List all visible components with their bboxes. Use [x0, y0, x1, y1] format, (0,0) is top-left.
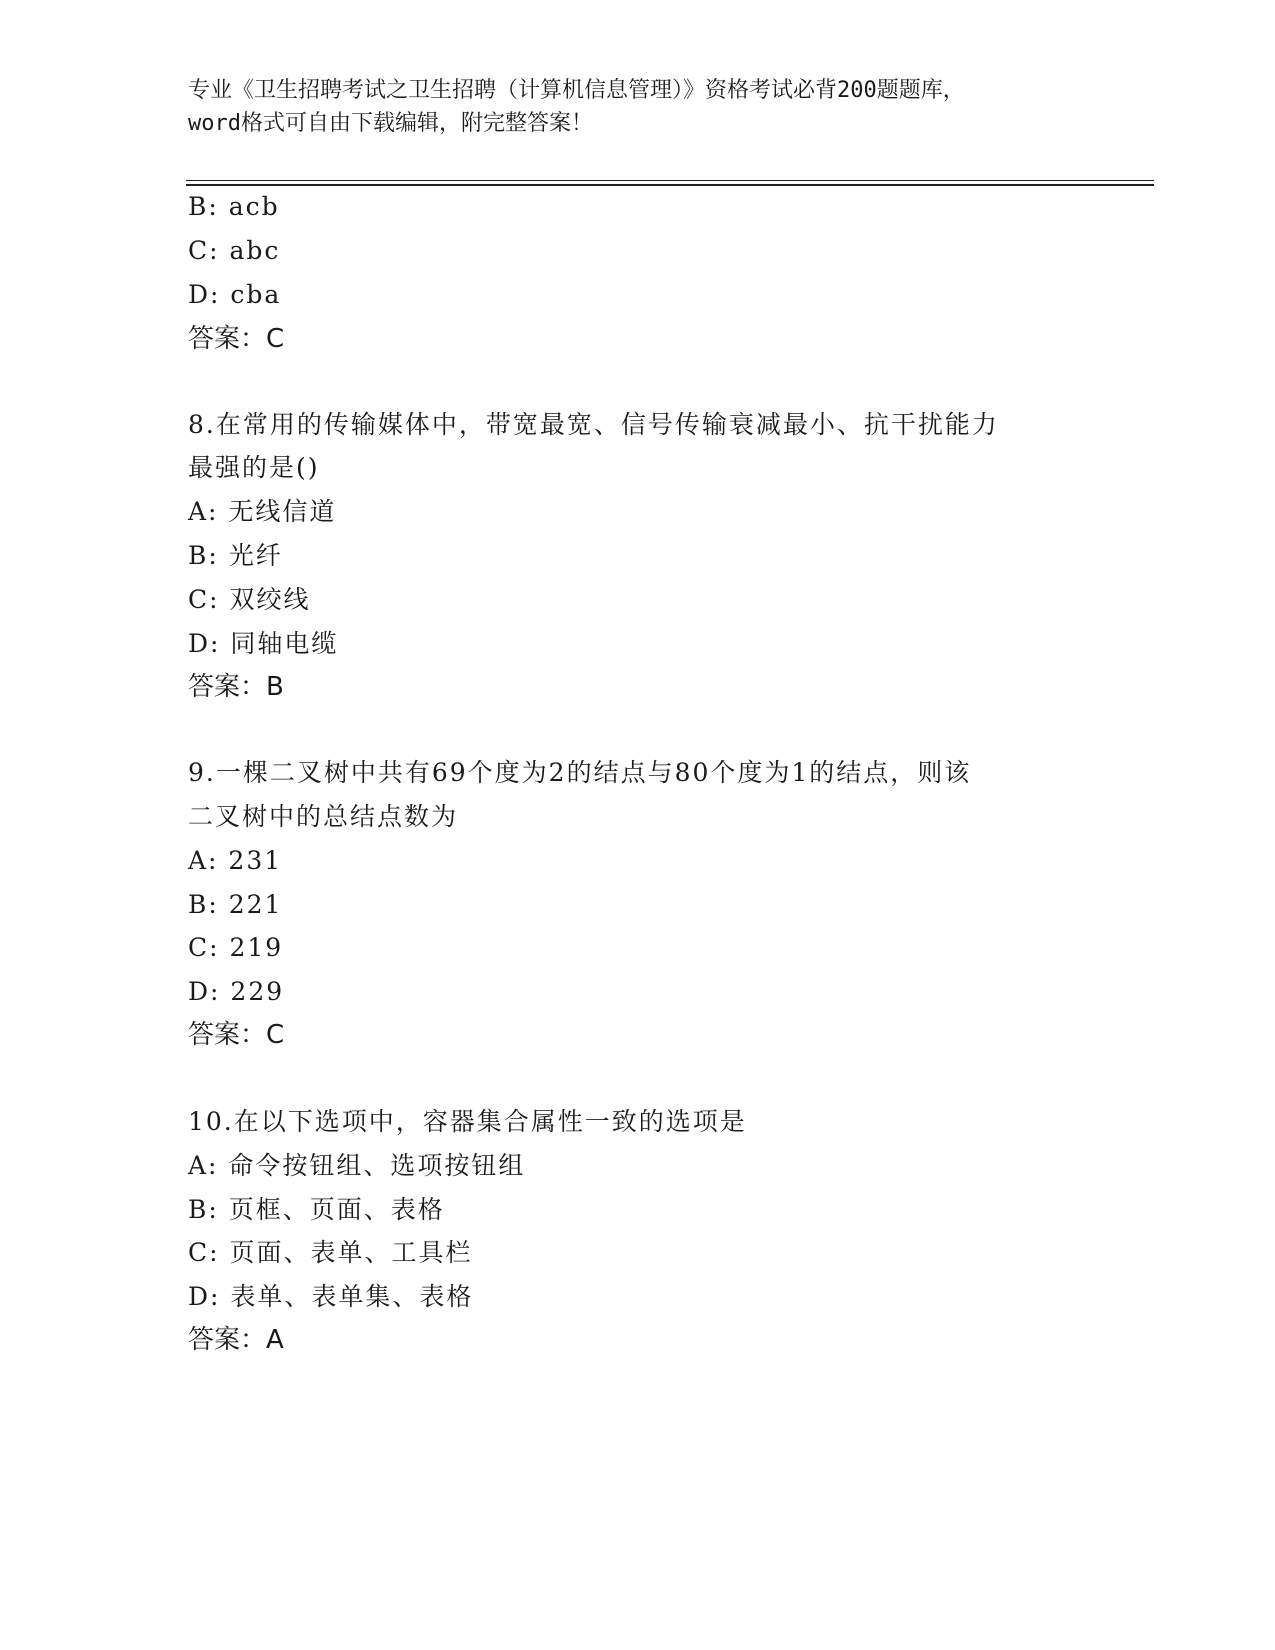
- q8-answer: 答案：B: [188, 672, 284, 702]
- q7-option-d: D: cba: [188, 280, 282, 309]
- q10-answer: 答案：A: [188, 1325, 284, 1355]
- q8-option-c: C: 双绞线: [188, 585, 311, 614]
- q10-option-c: C: 页面、表单、工具栏: [188, 1238, 473, 1267]
- q8-option-a: A: 无线信道: [188, 497, 337, 526]
- q7-option-b: B: acb: [188, 192, 280, 221]
- q9-stem-line-1: 9.一棵二叉树中共有69个度为2的结点与80个度为1的结点，则该: [188, 758, 972, 787]
- document-header: [188, 74, 1088, 140]
- q9-stem-line-2: 二叉树中的总结点数为: [188, 802, 459, 831]
- q7-option-c: C: abc: [188, 236, 281, 265]
- q8-stem-line-2: 最强的是(): [188, 453, 320, 482]
- q8-option-b: B: 光纤: [188, 541, 283, 570]
- q9-option-d: D: 229: [188, 977, 285, 1006]
- q9-option-b: B: 221: [188, 890, 283, 919]
- header-title-line-2: word格式可自由下载编辑，附完整答案！: [188, 111, 593, 136]
- q10-stem-line-1: 10.在以下选项中，容器集合属性一致的选项是: [188, 1107, 747, 1136]
- q9-option-c: C: 219: [188, 933, 284, 962]
- q9-answer: 答案：C: [188, 1020, 285, 1050]
- q10-option-b: B: 页框、页面、表格: [188, 1195, 445, 1224]
- q7-answer: 答案：C: [188, 324, 285, 354]
- header-title-line-1: 专业《卫生招聘考试之卫生招聘（计算机信息管理）》资格考试必背200题题库，: [188, 78, 965, 103]
- q8-stem-line-1: 8.在常用的传输媒体中，带宽最宽、信号传输衰减最小、抗干扰能力: [188, 410, 999, 439]
- q10-option-a: A: 命令按钮组、选项按钮组: [188, 1151, 526, 1180]
- header-divider-thick: [186, 184, 1154, 186]
- header-divider-thin: [186, 180, 1154, 181]
- q8-option-d: D: 同轴电缆: [188, 629, 339, 658]
- q10-option-d: D: 表单、表单集、表格: [188, 1282, 474, 1311]
- q9-option-a: A: 231: [188, 846, 283, 875]
